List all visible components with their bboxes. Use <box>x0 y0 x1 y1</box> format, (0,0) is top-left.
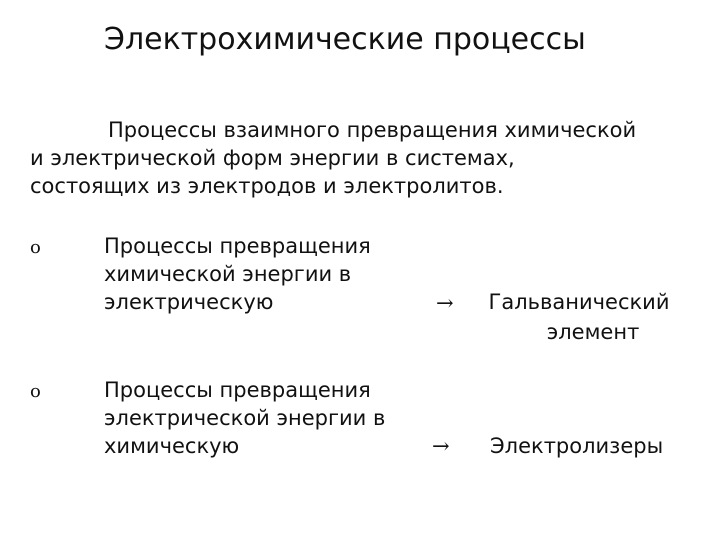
process-line-1: Процессы превращения <box>104 378 371 402</box>
result-line-1: Электролизеры <box>490 434 664 458</box>
process-line-3: химическую <box>104 434 240 458</box>
intro-line-1: Процессы взаимного превращения химической <box>108 118 637 142</box>
process-line-2: химической энергии в <box>104 262 352 286</box>
arrow-right-icon: → <box>436 291 454 315</box>
result-label <box>476 287 682 347</box>
process-line-2: электрической энергии в <box>104 406 386 430</box>
slide-title: Электрохимические процессы <box>104 22 586 57</box>
result-line-1: Гальванический <box>488 290 670 314</box>
process-description <box>104 376 434 460</box>
process-item-galvanic <box>0 232 720 352</box>
bullet-marker: o <box>30 237 41 258</box>
process-line-3: электрическую <box>104 290 274 314</box>
intro-line-3: состоящих из электродов и электролитов. <box>30 174 504 198</box>
bullet-marker: o <box>30 381 41 402</box>
arrow-right-icon: → <box>432 434 450 458</box>
intro-paragraph <box>30 116 710 200</box>
process-item-electrolysis <box>0 376 720 496</box>
intro-line-2: и электрической форм энергии в системах, <box>30 146 515 170</box>
result-line-2: элемент <box>546 320 640 344</box>
process-description <box>104 232 434 316</box>
process-line-1: Процессы превращения <box>104 234 371 258</box>
result-label <box>490 431 690 461</box>
